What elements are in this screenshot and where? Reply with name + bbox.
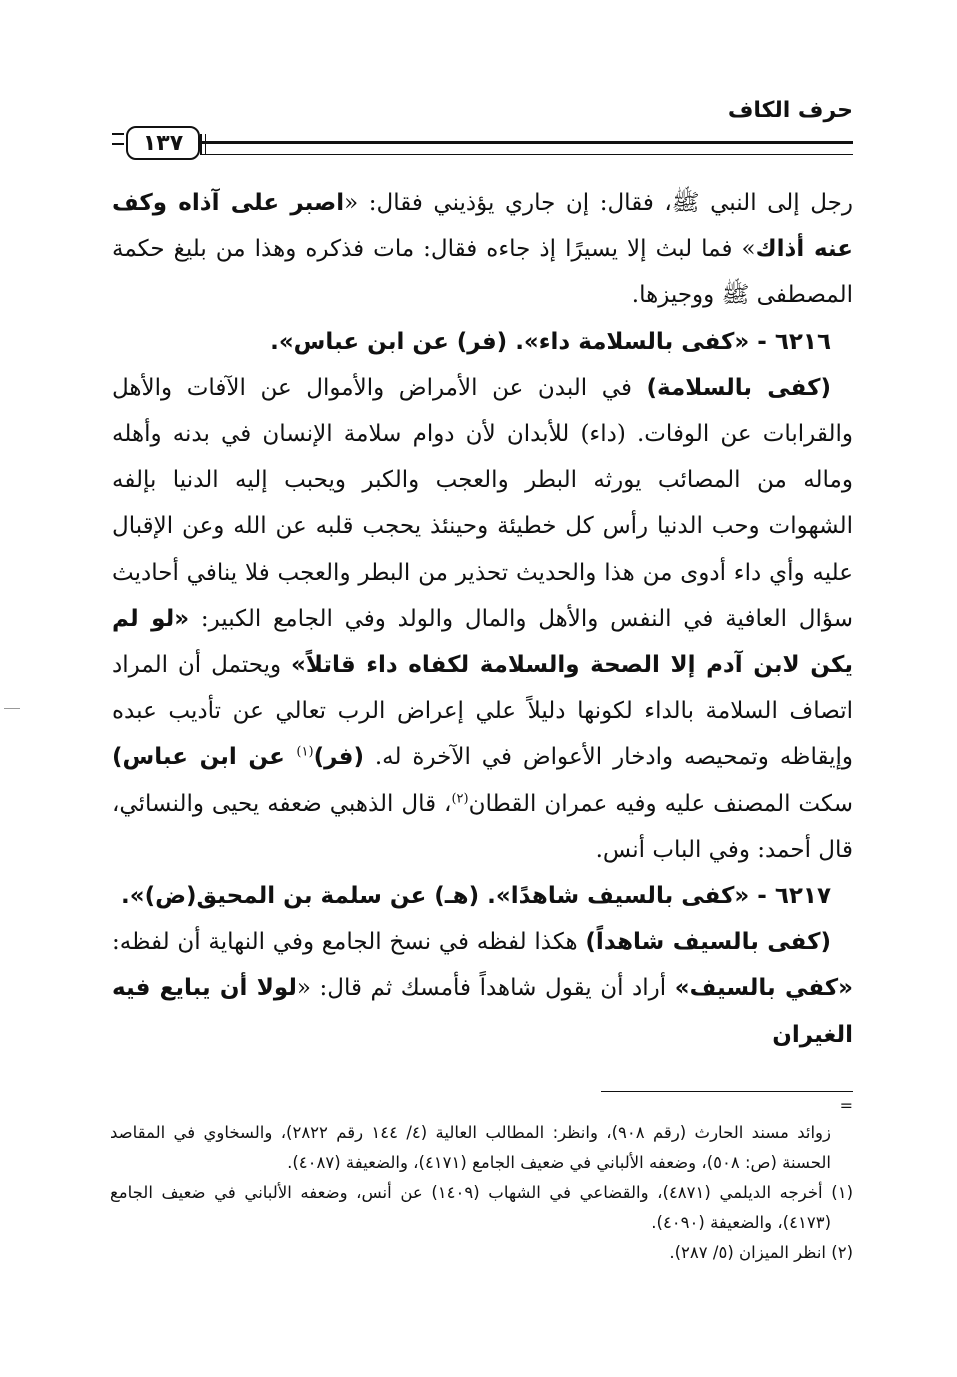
hadith-quote: «لو لم يكن لابن آدم إلا الصحة والسلامة لكفاه داء قاتلاً» bbox=[112, 605, 853, 679]
margin-mark bbox=[4, 708, 20, 709]
hadith-6216: ٦٢١٦ - «كفى بالسلامة داء». (فر) عن ابن عباس». bbox=[270, 328, 831, 355]
paragraph-commentary-continued: رجل إلى النبي ﷺ، فقال: إن جاري يؤذيني فقال: «اصبر على آذاه وكف عنه أذاك» فما لبث إلا يسيرًا إذ جاءه فقال: مات فذكره وهذا من بليغ حكمة المصطفى ﷺ ووجيزها. bbox=[112, 190, 853, 309]
continuation-marker: = bbox=[839, 1096, 853, 1115]
footnote-separator bbox=[601, 1091, 853, 1092]
header-rule bbox=[200, 141, 853, 155]
page-number: ١٣٧ bbox=[126, 126, 200, 160]
paragraph-commentary-6217: (كفى بالسيف شاهداً) هكذا لفظه في نسخ الجامع وفي النهاية أن لفظه: «كفي بالسيف» أراد أن يقول شاهداً فأمسك ثم قال: «لولا أن يبايع فيه الغيران bbox=[112, 929, 853, 1048]
footnote-ref-1[interactable]: (١) bbox=[296, 744, 314, 760]
footnote-ref-2[interactable]: (٢) bbox=[451, 790, 469, 806]
footnote-1: (١) أخرجه الديلمي (٤٨٧١)، والقضاعي في الشهاب (١٤٠٩) عن أنس، وضعفه الألباني في ضعيف الجامع (٤١٧٣)، والضعيفة (٤٠٩٠). bbox=[110, 1183, 853, 1232]
paragraph-commentary-6216: (كفى بالسلامة) في البدن عن الأمراض والأموال عن الآفات والأهل والقرابات عن الوفات. (داء) للأبدان لأن دوام سلامة الإنسان في بدنه وأهله وماله من المصائب يورثه البطر والعجب والكبر ويحبب إليه الدنيا بإلفه الشهوات وحب الدنيا رأس كل خطيئة وحينئذ يحجب قلبه عن الله وعن الإقبال عليه وأي داء أدوى من هذا والحديث تحذير من البطر والعجب فلا ينافي أحاديث سؤال العافية في النفس والأهل والمال والولد وفي الجامع الكبير: «لو لم يكن لابن آدم إلا الصحة والسلامة لكفاه داء قاتلاً» ويحتمل أن المراد اتصاف السلامة بالداء لكونها دليلاً علي إعراض الرب تعالي عن تأديب عبده وإيقاظه وتمحيصه وادخار الأعواض في الآخرة له. (فر)$^{(١)}$ عن ابن عباس) سكت المصنف عليه وفيه عمران القطان$^{(٢)}$، قال الذهبي ضعفه يحيى والنسائي، قال أحمد: وفي الباب أنس. bbox=[112, 374, 853, 863]
footnote-continued: زوائد مسند الحارث (رقم ٩٠٨)، وانظر: المطالب العالية (٤/ ١٤٤ رقم ٢٨٢٢)، والسخاوي في المقاصد الحسنة (ص: ٥٠٨)، وضعفه الألباني في ضعيف الجامع (٤١٧١)، والضعيفة (٤٠٨٧). bbox=[110, 1123, 831, 1172]
footnotes bbox=[110, 1118, 853, 1268]
hadith-6217: ٦٢١٧ - «كفى بالسيف شاهدًا». (هـ) عن سلمة بن المحيق(ض)». bbox=[120, 883, 831, 910]
header-ornament bbox=[112, 133, 124, 145]
footnote-2: (٢) انظر الميزان (٥/ ٢٨٧). bbox=[669, 1243, 853, 1262]
chapter-title: حرف الكاف bbox=[727, 98, 853, 123]
main-text bbox=[112, 180, 853, 1058]
hadith-quote: اصبر على آذاه وكف عنه أذاك bbox=[112, 190, 853, 263]
